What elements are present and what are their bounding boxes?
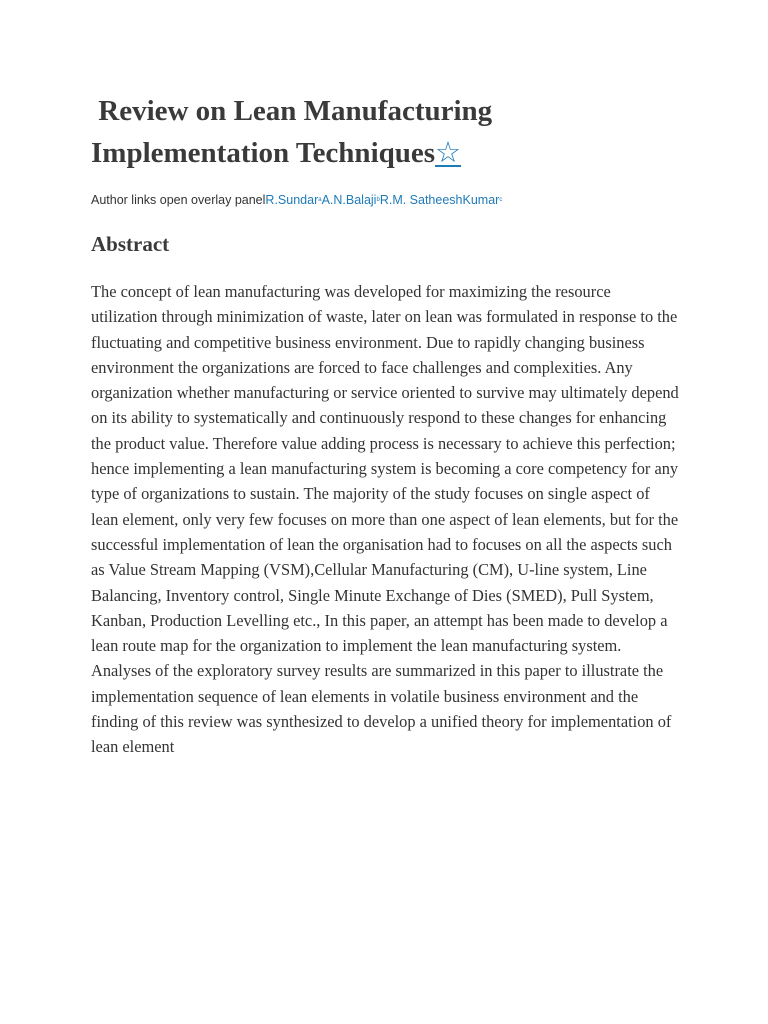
abstract-text: The concept of lean manufacturing was developed for maximizing the resource utilization through minimization of waste, later on lean was formulated in response to the fluctuating and competitive business environment. Due to rapidly changing business environment the organizations are forced to face challenges and complexities. Any organization whether manufacturing or service oriented to survive may ultimately depend on its ability to systematically and continuously respond to these changes for enhancing the product value. Therefore value adding process is necessary to achieve this perfection; hence implementing a lean manufacturing system is becoming a core competency for any type of organizations to sustain. The majority of the study focuses on single aspect of lean element, only very few focuses on more than one aspect of lean elements, but for the successful implementation of lean the organisation had to focuses on all the aspects such as Value Stream Mapping (VSM),Cellular Manufacturing (CM), U-line system, Line Balancing, Inventory control, Single Minute Exchange of Dies (SMED), Pull System, Kanban, Production Levelling etc., In this paper, an attempt has been made to develop a lean route map for the organization to implement the lean manufacturing system. Analyses of the exploratory survey results are summarized in this paper to illustrate the implementation sequence of lean elements in volatile business environment and the finding of this review was synthesized to develop a unified theory for implementation of lean element [91,282,679,757]
author-links [91,192,681,208]
author-link-sundar[interactable] [265,193,321,207]
author-affiliation-sup: b [376,197,380,203]
author-links-label: Author links open overlay panel [91,193,266,207]
author-affiliation-sup: c [499,197,503,203]
author-link-satheeshkumar[interactable] [380,193,503,207]
author-name: R.M. SatheeshKumar [379,193,500,207]
author-affiliation-sup: a [318,197,322,203]
author-link-balaji[interactable] [322,193,380,207]
author-name: R.Sundar [265,193,319,207]
article-title [91,90,681,174]
article-title-text: Review on Lean Manufacturing Implementation Techniques [91,95,500,169]
star-icon[interactable]: ☆ [435,137,462,169]
author-name: A.N.Balaji [321,193,377,207]
abstract-heading: Abstract [91,232,170,256]
article-page [91,90,681,760]
